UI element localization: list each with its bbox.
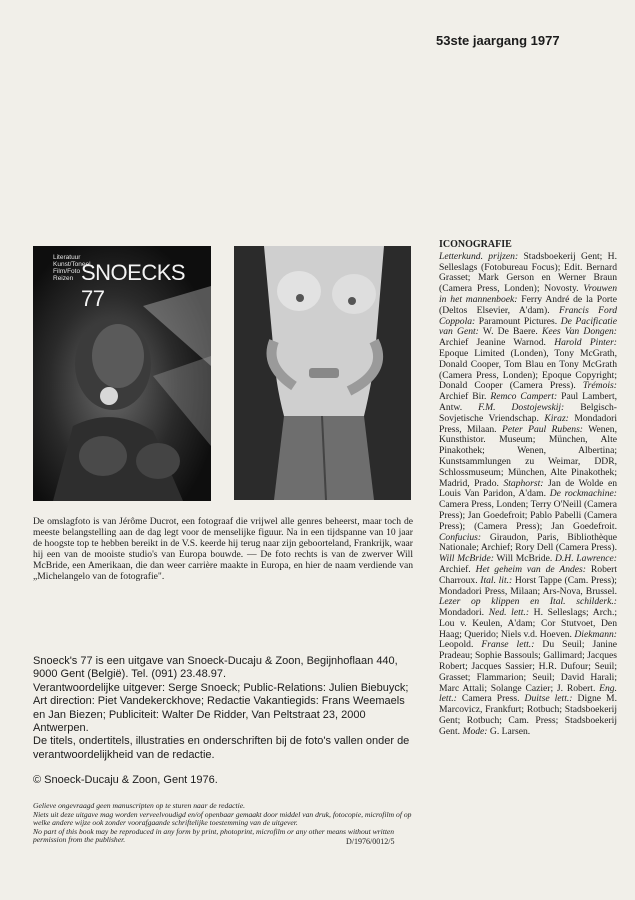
responsibility-note: De titels, ondertitels, illustraties en onderschriften bij de foto's vallen onder de verantwoordelijkheid van de redactie. [33,735,410,761]
iconografie-credit: Camera Press. [461,693,520,705]
iconografie-credit: Wenen, Kunsthistor. Museum; München, Alte Pinakothek; Wenen, Albertina; Kunstsammlungen zu Weimar, DDR, Schlossmuseum; München, Alte Pinakothek; Madrid, Prado. [439,423,617,489]
staff-info: Verantwoordelijke uitgever: Serge Snoeck; Public-Relations: Julien Biebuyck; Art direction: Piet Vandekerckhove; Redactie Vakantiegids: Frans Weemaels en Jan Biezen; Publiciteit: Walter De Ridder, Van Peltstraat 23, 2000 Antwerpen. [33,681,409,735]
iconografie-category: Ital. lit.: [480,574,513,586]
iconografie-credit: G. Larsen. [489,725,531,737]
iconografie-category: D.H. Lawrence: [554,553,617,565]
iconografie-category: Peter Paul Rubens: [501,423,583,435]
iconografie-credit: Epoque Limited (Londen), Tony McGrath, Donald Cooper, Tom Blau en Tony McGrath (Camera Press, Londen); Epoque Copyright; Donald Cooper (Camera Press). [439,347,617,392]
reproduction-note-en: No part of this book may be reproduced in any form by print, photoprint, microfilm or any other means without written permission from the publisher. [33,826,395,845]
iconografie-credit: Jan de Wolde en Louis Van Paridon, A'dam. [439,477,617,500]
iconografie-credit: Giraudon, Paris, Bibliothèque Nationale; Archief; Rory Dell (Camera Press). [439,531,617,554]
iconografie-credit: Archief Bir. [439,391,487,403]
iconografie-credit: Robert Charroux. [439,563,617,586]
iconografie-category: De rockmachine: [549,488,617,500]
iconografie-credit: Ferry André de la Porte (Deltos Elsevier, A'dam). [439,293,617,316]
iconografie-credit: H. Selleslags; Arch.; Lou v. Keulen, A'dam; Cor Stutvoet, Den Haag; Querido; Niels v.d. Hoeven. [439,607,618,640]
iconografie-category: Eng. lett.: [439,682,617,705]
iconografie-credit: W. De Baere. [482,326,538,338]
iconografie-category: De Pacificatie van Gent: [439,315,617,338]
iconografie-category: F.M. Dostojewskij: [478,401,565,413]
iconografie-category: Francis Ford Coppola: [439,304,617,327]
copyright-line: © Snoeck-Ducaju & Zoon, Gent 1976. [33,774,218,786]
iconografie-credit: Paramount Pictures. [478,315,558,327]
cover-menu-item: Kunst/Toneel [53,261,91,268]
manuscript-note: Gelieve ongevraagd geen manuscripten op te sturen naar de redactie. [33,801,246,810]
iconografie-category: Confucius: [439,531,482,543]
iconografie-credit: Camera Press, Londen; Terry O'Neill (Camera Press); Jan Goedefroit; Pablo Pabelli (Camera Press); (Camera Press); Jan Goedefroit. [439,499,617,532]
iconografie-category: Trémois: [582,380,617,392]
publisher-info: Snoeck's 77 is een uitgave van Snoeck-Ducaju & Zoon, Begijnhoflaan 440, 9000 Gent (België). Tel. (091) 23.48.97. [33,655,398,681]
iconografie-category: Vrouwen in het mannenboek: [439,283,617,305]
iconografie-list [439,252,617,738]
iconografie-category: Mode: [462,725,488,737]
iconografie-column [439,240,617,738]
iconografie-category: Remco Campert: [490,391,558,403]
mcbride-photo [234,246,411,500]
iconografie-credit: Will McBride. [496,553,553,565]
volume-heading: 53ste jaargang 1977 [436,33,560,48]
iconografie-credit: Paul Lambert, Antw. [439,391,618,413]
cover-menu-item: Reizen [53,275,74,282]
iconografie-category: Ned. lett.: [488,607,530,619]
iconografie-category: Lezer op klippen en Ital. schilderk.: [439,596,617,608]
iconografie-credit: Stadsboekerij Gent; H. Selleslags (Fotobureau Focus); Edit. Bernard Grasset; Mark Gerson en Werner Braun (Camera Press, Londen); Novosty. [439,250,617,295]
cover-photo [33,246,211,501]
reproduction-note-nl: Niets uit deze uitgave mag worden verveelvoudigd en/of openbaar gemaakt door middel van druk, fotocopie, microfilm of op welke andere wijze ook zonder voorafgaande schriftelijke toestemming van de uitgever. [33,809,412,828]
publication-credits [33,655,415,762]
iconografie-credit: Horst Tappe (Cam. Press); Mondadori Press, Milaan; Ars-Nova, Brussel. [439,574,617,597]
photo-caption: De omslagfoto is van Jérôme Ducrot, een fotograaf die vrijwel alle genres beheerst, maar toch de meeste belangstelling aan de dag legt voor de menselijke figuur. Na in een tijdspanne van 10 jaar de hoogste top te hebben bereikt in de V.S. keerde hij terug naar zijn geboorteland, Frankrijk, waar hij een van de mooiste studio's van Europa bouwde. — De foto rechts is van de zwerver Will McBride, een Amerikaan, die dan weer carrière maakte in Europa, en hier de naam verdiende van „Michelangelo van de fotografie". [33,516,413,583]
iconografie-category: Harold Pinter: [554,337,617,349]
iconografie-category: Will McBride: [439,553,494,565]
iconografie-category: Kiraz: [544,412,569,424]
iconografie-credit: Digne M. Marcovicz, Frankfurt; Rotbuch; Stadsboekerij Gent; Rotbuch; Cam. Press; Stadsboekerij Gent. [439,693,617,737]
iconografie-credit: Du Seuil; Janine Pradeau; Sophie Bassouls; Gallimard; Jacques Robert; Jacques Sassier; H.R. Dufour; Seuil; Grasset; Flammarion; Seuil; David Harali; Marc Attali; Solange Cazier; J. Robert. [439,639,618,694]
iconografie-category: Letterkund. prijzen: [439,250,519,262]
iconografie-credit: Archief. [439,563,471,575]
iconografie-credit: Archief Jeanine Warnod. [439,337,546,349]
iconografie-title: ICONOGRAFIE [439,239,512,250]
iconografie-category: Franse lett.: [481,639,535,651]
iconografie-credit: Leopold. [439,639,474,651]
iconografie-credit: Belgisch-Sovjetische Vriendschap. [439,401,618,424]
iconografie-category: Duitse lett.: [524,693,573,705]
iconografie-category: Diekmann: [574,628,617,640]
cover-menu-item: Literatuur [53,254,81,261]
iconografie-category: Het geheim van de Andes: [475,563,586,575]
cover-menu-item: Film/Foto [53,268,81,275]
iconografie-category: Kees Van Dongen: [542,326,617,338]
iconografie-category: Staphorst: [503,477,544,489]
cover-title: SNOECKS 77 [81,260,186,311]
iconografie-credit: Mondadori. [439,607,485,619]
mcbride-photo-image [234,246,411,500]
iconografie-credit: Mondadori Press, Milaan. [439,412,617,435]
deposit-code: D/1976/0012/5 [346,837,395,846]
